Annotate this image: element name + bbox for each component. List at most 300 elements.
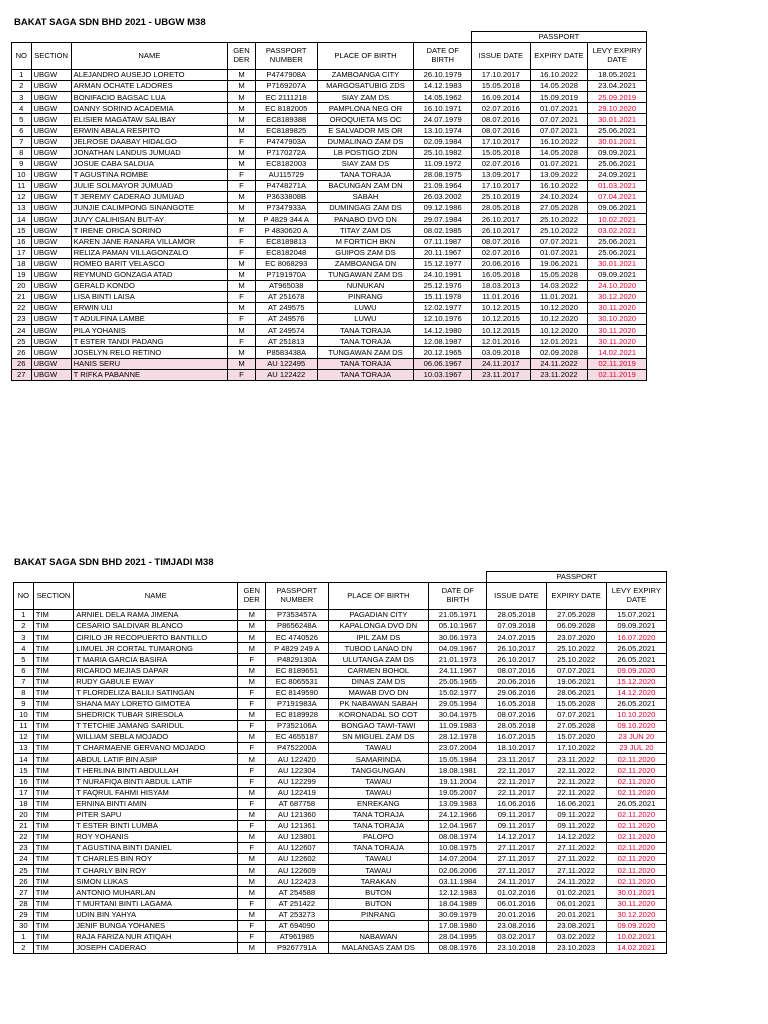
- cell-passport: AU115729: [255, 169, 317, 180]
- table-row: [14, 676, 667, 687]
- cell-name: JOSEPH CADERAO: [74, 942, 238, 953]
- cell-levy: 02.11.2020: [606, 831, 666, 842]
- cell-issue: 12.01.2016: [471, 336, 530, 347]
- cell-dob: 26.03.2002: [414, 192, 472, 203]
- cell-section: TIM: [33, 709, 73, 720]
- staff-table-ubgw-body: [12, 70, 647, 381]
- cell-section: TIM: [33, 898, 73, 909]
- cell-expiry: 24.11.2022: [546, 876, 606, 887]
- table-row: [14, 909, 667, 920]
- cell-no: 23: [12, 314, 32, 325]
- table-row: [14, 798, 667, 809]
- cell-levy: 09.06.2021: [588, 203, 647, 214]
- cell-name: WILLIAM SEBLA MOJADO: [74, 732, 238, 743]
- cell-issue: 20.01.2016: [487, 909, 546, 920]
- cell-no: 2: [14, 942, 34, 953]
- cell-gender: M: [228, 347, 256, 358]
- cell-gender: M: [228, 280, 256, 291]
- cell-name: RICARDO MEJIAS DAPAR: [74, 665, 238, 676]
- cell-place: TANA TORAJA: [328, 820, 429, 831]
- cell-section: TIM: [33, 621, 73, 632]
- cell-place: ZAMBOANGA DN: [317, 258, 414, 269]
- cell-dob: 18.08.1981: [429, 765, 487, 776]
- cell-section: TIM: [33, 931, 73, 942]
- cell-passport: P4747903A: [255, 136, 317, 147]
- cell-name: JOSELYN RELO RETINO: [71, 347, 227, 358]
- cell-passport: EC 8065531: [266, 676, 328, 687]
- cell-passport: AU 122422: [255, 369, 317, 380]
- cell-expiry: 15.05.2028: [530, 269, 588, 280]
- table-row: [14, 831, 667, 842]
- cell-issue: 09.11.2017: [487, 809, 546, 820]
- cell-expiry: 28.06.2021: [546, 687, 606, 698]
- cell-name: ERWIN ULI: [71, 303, 227, 314]
- cell-section: TIM: [33, 776, 73, 787]
- cell-place: TAWAU: [328, 854, 429, 865]
- cell-expiry: 07.07.2021: [530, 114, 588, 125]
- cell-section: UBGW: [31, 103, 71, 114]
- cell-levy: 10.02.2021: [588, 214, 647, 225]
- cell-issue: 01.02.2016: [487, 887, 546, 898]
- cell-dob: 17.08.1980: [429, 920, 487, 931]
- cell-passport: P 4829 344 A: [255, 214, 317, 225]
- cell-no: 30: [14, 920, 34, 931]
- cell-passport: P8583438A: [255, 347, 317, 358]
- cell-expiry: 01.07.2021: [530, 103, 588, 114]
- cell-section: TIM: [33, 687, 73, 698]
- cell-issue: 10.12.2015: [471, 303, 530, 314]
- col-expiry: EXPIRY DATE: [546, 583, 606, 610]
- cell-expiry: 25.10.2022: [546, 654, 606, 665]
- cell-levy: 14.02.2021: [588, 347, 647, 358]
- cell-dob: 12.12.1983: [429, 887, 487, 898]
- table-row: [14, 887, 667, 898]
- cell-levy: 02.11.2019: [588, 369, 647, 380]
- cell-expiry: 23.08.2021: [546, 920, 606, 931]
- cell-no: 29: [14, 909, 34, 920]
- cell-no: 22: [12, 303, 32, 314]
- table-row: [12, 269, 647, 280]
- cell-gender: F: [238, 765, 266, 776]
- cell-section: UBGW: [31, 325, 71, 336]
- cell-place: E SALVADOR MS OR: [317, 125, 414, 136]
- cell-expiry: 15.05.2028: [546, 698, 606, 709]
- cell-section: TIM: [33, 887, 73, 898]
- cell-place: TUNGAWAN ZAM DS: [317, 347, 414, 358]
- cell-no: 12: [12, 192, 32, 203]
- cell-passport: AU 122423: [266, 876, 328, 887]
- cell-passport: P3633808B: [255, 192, 317, 203]
- cell-levy: 30.11.2020: [588, 303, 647, 314]
- cell-section: TIM: [33, 732, 73, 743]
- cell-section: UBGW: [31, 247, 71, 258]
- cell-no: 9: [14, 698, 34, 709]
- cell-levy: 02.11.2020: [606, 820, 666, 831]
- cell-no: 3: [12, 92, 32, 103]
- cell-no: 26: [12, 358, 32, 369]
- cell-no: 8: [12, 147, 32, 158]
- cell-place: TUBOD LANAO DN: [328, 643, 429, 654]
- cell-gender: M: [238, 610, 266, 621]
- cell-dob: 14.12.1980: [414, 325, 472, 336]
- cell-name: RUDY GABULE EWAY: [74, 676, 238, 687]
- cell-dob: 29.07.1984: [414, 214, 472, 225]
- cell-dob: 15.12.1977: [414, 258, 472, 269]
- cell-issue: 14.12.2017: [487, 831, 546, 842]
- cell-no: 6: [12, 125, 32, 136]
- cell-levy: 25.06.2021: [588, 247, 647, 258]
- cell-issue: 26.10.2017: [487, 654, 546, 665]
- cell-passport: AU 122299: [266, 776, 328, 787]
- cell-gender: F: [238, 798, 266, 809]
- cell-levy: 02.11.2020: [606, 787, 666, 798]
- cell-dob: 20.12.1965: [414, 347, 472, 358]
- cell-passport: EC 8068293: [255, 258, 317, 269]
- cell-place: OROQUIETA MS OC: [317, 114, 414, 125]
- cell-issue: 15.05.2018: [471, 81, 530, 92]
- cell-place: TITAY ZAM DS: [317, 225, 414, 236]
- cell-name: T JEREMY CADERAO JUMUAD: [71, 192, 227, 203]
- cell-issue: 16.07.2015: [487, 732, 546, 743]
- cell-issue: 08.07.2016: [471, 114, 530, 125]
- cell-gender: M: [238, 643, 266, 654]
- cell-place: BONGAO TAWI-TAWI: [328, 721, 429, 732]
- cell-gender: F: [238, 687, 266, 698]
- cell-place: DUMINGAG ZAM DS: [317, 203, 414, 214]
- cell-place: MARGOSATUBIG ZDS: [317, 81, 414, 92]
- cell-dob: 15.02.1977: [429, 687, 487, 698]
- col-gender: GEN DER: [238, 583, 266, 610]
- cell-place: KAPALONGA DVO DN: [328, 621, 429, 632]
- cell-passport: AT 251678: [255, 291, 317, 302]
- table-row: [14, 654, 667, 665]
- cell-expiry: 10.12.2020: [530, 325, 588, 336]
- cell-passport: P4752200A: [266, 743, 328, 754]
- cell-levy: 07.04.2021: [588, 192, 647, 203]
- cell-no: 18: [12, 258, 32, 269]
- cell-passport: AU 122607: [266, 843, 328, 854]
- cell-passport: P7169207A: [255, 81, 317, 92]
- cell-levy: 09.09.2021: [606, 621, 666, 632]
- cell-dob: 10.03.1967: [414, 369, 472, 380]
- cell-levy: 26.05.2021: [606, 654, 666, 665]
- cell-issue: 28.05.2018: [471, 203, 530, 214]
- cell-section: UBGW: [31, 358, 71, 369]
- cell-section: UBGW: [31, 92, 71, 103]
- cell-expiry: 03.02.2022: [546, 931, 606, 942]
- cell-expiry: 06.09.2028: [546, 621, 606, 632]
- cell-gender: M: [238, 621, 266, 632]
- table-row: [14, 732, 667, 743]
- cell-expiry: 14.03.2022: [530, 280, 588, 291]
- cell-passport: AU 121360: [266, 809, 328, 820]
- cell-no: 6: [14, 665, 34, 676]
- cell-expiry: 19.06.2021: [530, 258, 588, 269]
- cell-name: JELROSE DAABAY HIDALGO: [71, 136, 227, 147]
- cell-gender: M: [238, 854, 266, 865]
- cell-gender: M: [238, 809, 266, 820]
- cell-gender: F: [238, 698, 266, 709]
- cell-expiry: 27.05.2028: [530, 203, 588, 214]
- cell-name: RELIZA PAMAN VILLAGONZALO: [71, 247, 227, 258]
- cell-levy: 18.05.2021: [588, 70, 647, 81]
- cell-gender: M: [238, 942, 266, 953]
- cell-expiry: 22.11.2022: [546, 787, 606, 798]
- cell-no: 7: [14, 676, 34, 687]
- cell-expiry: 19.06.2021: [546, 676, 606, 687]
- cell-passport: AU 122419: [266, 787, 328, 798]
- cell-passport: AT965038: [255, 280, 317, 291]
- cell-expiry: 25.10.2022: [546, 643, 606, 654]
- cell-expiry: 14.12.2022: [546, 831, 606, 842]
- cell-gender: M: [238, 732, 266, 743]
- cell-place: SABAH: [317, 192, 414, 203]
- cell-passport: EC 8182005: [255, 103, 317, 114]
- cell-no: 21: [14, 820, 34, 831]
- cell-dob: 25.12.1976: [414, 280, 472, 291]
- col-dob: DATE OF BIRTH: [414, 43, 472, 70]
- cell-place: TANGGUNGAN: [328, 765, 429, 776]
- cell-gender: F: [228, 336, 256, 347]
- cell-dob: 04.09.1967: [429, 643, 487, 654]
- cell-section: UBGW: [31, 136, 71, 147]
- cell-issue: 09.11.2017: [487, 820, 546, 831]
- cell-issue: 17.10.2017: [471, 181, 530, 192]
- cell-no: 8: [14, 687, 34, 698]
- cell-section: TIM: [33, 865, 73, 876]
- cell-passport: EC 2111218: [255, 92, 317, 103]
- col-section: SECTION: [33, 583, 73, 610]
- cell-no: 25: [12, 336, 32, 347]
- cell-section: TIM: [33, 754, 73, 765]
- cell-dob: 30.04.1975: [429, 709, 487, 720]
- table-row: [14, 743, 667, 754]
- table-row: [12, 114, 647, 125]
- cell-gender: M: [228, 92, 256, 103]
- cell-expiry: 16.10.2022: [530, 181, 588, 192]
- cell-name: ARMAN OCHATE LADORES: [71, 81, 227, 92]
- cell-place: BACUNGAN ZAM DN: [317, 181, 414, 192]
- cell-gender: F: [228, 314, 256, 325]
- cell-issue: 07.09.2018: [487, 621, 546, 632]
- cell-name: UDIN BIN YAHYA: [74, 909, 238, 920]
- cell-name: HANIS SERU: [71, 358, 227, 369]
- cell-section: UBGW: [31, 169, 71, 180]
- cell-passport: P9267791A: [266, 942, 328, 953]
- cell-name: T CHARLES BIN ROY: [74, 854, 238, 865]
- table-row: [14, 643, 667, 654]
- table-row: [14, 931, 667, 942]
- cell-dob: 12.04.1967: [429, 820, 487, 831]
- cell-passport: P4747908A: [255, 70, 317, 81]
- cell-levy: 10.02.2021: [606, 931, 666, 942]
- cell-expiry: 23.11.2022: [546, 754, 606, 765]
- cell-no: 27: [14, 887, 34, 898]
- cell-levy: 03.02.2021: [588, 225, 647, 236]
- cell-gender: M: [238, 865, 266, 876]
- cell-gender: F: [228, 169, 256, 180]
- cell-no: 7: [12, 136, 32, 147]
- cell-gender: M: [228, 192, 256, 203]
- cell-gender: F: [238, 898, 266, 909]
- table-row: [12, 81, 647, 92]
- cell-place: LB POSTIGO ZDN: [317, 147, 414, 158]
- cell-no: 10: [12, 169, 32, 180]
- table-row: [12, 147, 647, 158]
- cell-gender: M: [228, 70, 256, 81]
- cell-expiry: 06.01.2021: [546, 898, 606, 909]
- col-name: NAME: [71, 43, 227, 70]
- cell-issue: 23.11.2017: [487, 754, 546, 765]
- passport-group-header: PASSPORT: [487, 572, 667, 583]
- cell-section: TIM: [33, 654, 73, 665]
- cell-expiry: 22.11.2022: [546, 776, 606, 787]
- cell-passport: AU 122304: [266, 765, 328, 776]
- table-row: [12, 181, 647, 192]
- cell-section: UBGW: [31, 70, 71, 81]
- cell-no: 1: [12, 70, 32, 81]
- cell-expiry: 27.05.2028: [546, 610, 606, 621]
- cell-name: DANNY SORINO ACADEMIA: [71, 103, 227, 114]
- cell-levy: 23 JUN 20: [606, 732, 666, 743]
- cell-issue: 08.07.2016: [471, 236, 530, 247]
- cell-gender: F: [238, 721, 266, 732]
- cell-expiry: 12.01.2021: [530, 336, 588, 347]
- cell-place: TAWAU: [328, 787, 429, 798]
- cell-section: TIM: [33, 610, 73, 621]
- cell-levy: 26.05.2021: [606, 798, 666, 809]
- cell-issue: 27.11.2017: [487, 854, 546, 865]
- cell-passport: EC 4655187: [266, 732, 328, 743]
- cell-expiry: 27.11.2022: [546, 854, 606, 865]
- cell-dob: 12.02.1977: [414, 303, 472, 314]
- cell-section: TIM: [33, 854, 73, 865]
- cell-levy: 30.12.2020: [606, 909, 666, 920]
- table-row: [12, 203, 647, 214]
- cell-passport: AT 694090: [266, 920, 328, 931]
- cell-passport: P7353457A: [266, 610, 328, 621]
- cell-expiry: 01.02.2021: [546, 887, 606, 898]
- table-row: [14, 854, 667, 865]
- cell-dob: 02.06.2006: [429, 865, 487, 876]
- cell-levy: 02.11.2020: [606, 809, 666, 820]
- cell-expiry: 15.09.2019: [530, 92, 588, 103]
- cell-gender: F: [238, 931, 266, 942]
- table-row: [14, 787, 667, 798]
- table-row: [12, 92, 647, 103]
- cell-no: 11: [14, 721, 34, 732]
- cell-issue: 22.11.2017: [487, 776, 546, 787]
- cell-passport: EC8189388: [255, 114, 317, 125]
- cell-levy: 30.11.2020: [588, 325, 647, 336]
- cell-passport: AU 122420: [266, 754, 328, 765]
- staff-table-timjadi: [13, 571, 667, 954]
- cell-section: TIM: [33, 665, 73, 676]
- cell-gender: M: [238, 909, 266, 920]
- cell-name: JONATHAN LANDUS JUMUAD: [71, 147, 227, 158]
- cell-dob: 08.08.1974: [429, 831, 487, 842]
- cell-name: JENIF BUNGA YOHANES: [74, 920, 238, 931]
- cell-levy: 24.10.2020: [588, 280, 647, 291]
- cell-no: 14: [12, 214, 32, 225]
- cell-name: JULIE SOLMAYOR JUMUAD: [71, 181, 227, 192]
- cell-gender: M: [228, 81, 256, 92]
- cell-gender: F: [228, 236, 256, 247]
- cell-no: 2: [12, 81, 32, 92]
- cell-levy: 25.06.2021: [588, 236, 647, 247]
- cell-issue: 17.10.2017: [471, 70, 530, 81]
- cell-place: TANA TORAJA: [317, 169, 414, 180]
- cell-name: KAREN JANE RANARA VILLAMOR: [71, 236, 227, 247]
- cell-issue: 02.07.2016: [471, 247, 530, 258]
- cell-no: 4: [12, 103, 32, 114]
- cell-name: LISA BINTI LAISA: [71, 291, 227, 302]
- cell-place: DINAS ZAM DS: [328, 676, 429, 687]
- cell-levy: 02.11.2020: [606, 765, 666, 776]
- cell-place: TAWAU: [328, 776, 429, 787]
- col-issue: ISSUE DATE: [471, 43, 530, 70]
- cell-gender: M: [238, 665, 266, 676]
- cell-dob: 29.05.1994: [429, 698, 487, 709]
- cell-gender: F: [228, 247, 256, 258]
- cell-no: 18: [14, 798, 34, 809]
- cell-gender: M: [238, 676, 266, 687]
- cell-gender: M: [228, 214, 256, 225]
- cell-gender: M: [228, 103, 256, 114]
- table-row: [12, 236, 647, 247]
- table-row: [12, 247, 647, 258]
- cell-no: 5: [12, 114, 32, 125]
- cell-no: 10: [14, 709, 34, 720]
- cell-gender: M: [228, 325, 256, 336]
- cell-dob: 15.11.1978: [414, 291, 472, 302]
- cell-expiry: 14.05.2028: [530, 81, 588, 92]
- cell-issue: 08.07.2016: [487, 709, 546, 720]
- cell-place: PAMPLONA NEG OR: [317, 103, 414, 114]
- cell-dob: 24.10.1991: [414, 269, 472, 280]
- cell-section: UBGW: [31, 258, 71, 269]
- cell-section: TIM: [33, 676, 73, 687]
- cell-gender: M: [228, 114, 256, 125]
- cell-name: ABDUL LATIF BIN ASIP: [74, 754, 238, 765]
- cell-gender: M: [228, 158, 256, 169]
- cell-name: T CHARLY BIN ROY: [74, 865, 238, 876]
- cell-levy: 30.10.2020: [588, 314, 647, 325]
- cell-name: T RIFKA PABANNE: [71, 369, 227, 380]
- cell-gender: F: [228, 291, 256, 302]
- table-row: [12, 314, 647, 325]
- cell-gender: M: [238, 887, 266, 898]
- table-row: [14, 820, 667, 831]
- table-row: [12, 303, 647, 314]
- cell-name: CESARIO SALDIVAR BLANCO: [74, 621, 238, 632]
- table-row: [12, 347, 647, 358]
- cell-issue: 16.05.2018: [487, 698, 546, 709]
- cell-issue: 20.06.2016: [471, 258, 530, 269]
- cell-issue: 23.10.2018: [487, 942, 546, 953]
- cell-passport: AT 251813: [255, 336, 317, 347]
- cell-dob: 02.09.1984: [414, 136, 472, 147]
- col-expiry: EXPIRY DATE: [530, 43, 588, 70]
- cell-name: PILA YOHANIS: [71, 325, 227, 336]
- table-row: [12, 125, 647, 136]
- cell-place: LUWU: [317, 303, 414, 314]
- cell-issue: 28.05.2018: [487, 610, 546, 621]
- cell-no: 9: [12, 158, 32, 169]
- cell-no: 14: [14, 754, 34, 765]
- table-row: [14, 865, 667, 876]
- table-row: [14, 876, 667, 887]
